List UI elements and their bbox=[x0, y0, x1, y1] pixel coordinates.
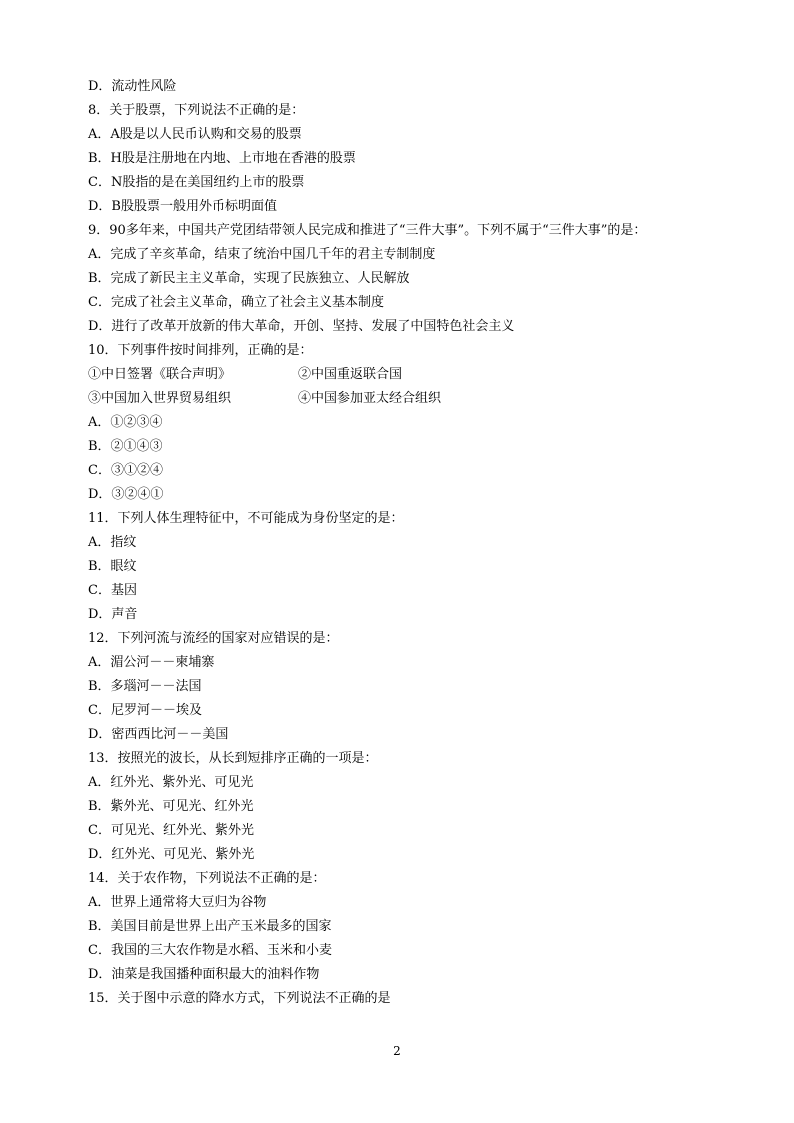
option-line: C．可见光、红外光、紫外光 bbox=[88, 823, 254, 838]
question-13: 13．按照光的波长，从长到短排序正确的一项是： bbox=[88, 751, 378, 766]
event-item: ②中国重返联合国 bbox=[298, 367, 403, 382]
option-line: C．完成了社会主义革命，确立了社会主义基本制度 bbox=[88, 295, 384, 310]
event-pair bbox=[88, 363, 728, 387]
event-item: ①中日签署《联合声明》 bbox=[88, 367, 232, 382]
option-line: B．②①④③ bbox=[88, 439, 163, 454]
event-item: ③中国加入世界贸易组织 bbox=[88, 391, 232, 406]
question-12: 12．下列河流与流经的国家对应错误的是： bbox=[88, 631, 339, 646]
question-9: 9．90多年来，中国共产党团结带领人民完成和推进了“三件大事”。下列不属于“三件大事”的是： bbox=[88, 223, 647, 238]
question-8: 8．关于股票，下列说法不正确的是： bbox=[88, 103, 305, 118]
event-pair bbox=[88, 387, 728, 411]
option-line: C．基因 bbox=[88, 583, 137, 598]
option-line: D．进行了改革开放新的伟大革命，开创、坚持、发展了中国特色社会主义 bbox=[88, 319, 515, 334]
option-line: B．美国目前是世界上出产玉米最多的国家 bbox=[88, 919, 332, 934]
option-line: A．A股是以人民币认购和交易的股票 bbox=[88, 127, 302, 142]
option-line: C．尼罗河－－埃及 bbox=[88, 703, 202, 718]
option-line: C．N股指的是在美国纽约上市的股票 bbox=[88, 175, 305, 190]
option-line: A．湄公河－－柬埔寨 bbox=[88, 655, 215, 670]
option-line: B．眼纹 bbox=[88, 559, 137, 574]
option-line: D．红外光、可见光、紫外光 bbox=[88, 847, 255, 862]
option-line: D．密西西比河－－美国 bbox=[88, 727, 229, 742]
option-line: D．③②④① bbox=[88, 487, 164, 502]
option-line: D．B股股票一般用外币标明面值 bbox=[88, 199, 277, 214]
question-11: 11．下列人体生理特征中，不可能成为身份坚定的是： bbox=[88, 511, 404, 526]
option-line: A．红外光、紫外光、可见光 bbox=[88, 775, 254, 790]
text-line: D．流动性风险 bbox=[88, 79, 177, 94]
option-line: B．H股是注册地在内地、上市地在香港的股票 bbox=[88, 151, 356, 166]
question-10: 10．下列事件按时间排列，正确的是： bbox=[88, 343, 313, 358]
option-line: A．指纹 bbox=[88, 535, 137, 550]
document-body bbox=[88, 75, 728, 1011]
option-line: A．完成了辛亥革命，结束了统治中国几千年的君主专制制度 bbox=[88, 247, 436, 262]
option-line: D．油菜是我国播种面积最大的油料作物 bbox=[88, 967, 320, 982]
page-number: 2 bbox=[393, 1044, 401, 1058]
option-line: A．世界上通常将大豆归为谷物 bbox=[88, 895, 267, 910]
option-line: A．①②③④ bbox=[88, 415, 163, 430]
option-line: C．我国的三大农作物是水稻、玉米和小麦 bbox=[88, 943, 332, 958]
option-line: B．紫外光、可见光、红外光 bbox=[88, 799, 254, 814]
option-line: D．声音 bbox=[88, 607, 138, 622]
option-line: B．完成了新民主主义革命，实现了民族独立、人民解放 bbox=[88, 271, 410, 286]
option-line: B．多瑙河－－法国 bbox=[88, 679, 202, 694]
question-14: 14．关于农作物，下列说法不正确的是： bbox=[88, 871, 326, 886]
event-item: ④中国参加亚太经合组织 bbox=[298, 391, 442, 406]
option-line: C．③①②④ bbox=[88, 463, 163, 478]
question-15: 15．关于图中示意的降水方式，下列说法不正确的是 bbox=[88, 991, 391, 1006]
